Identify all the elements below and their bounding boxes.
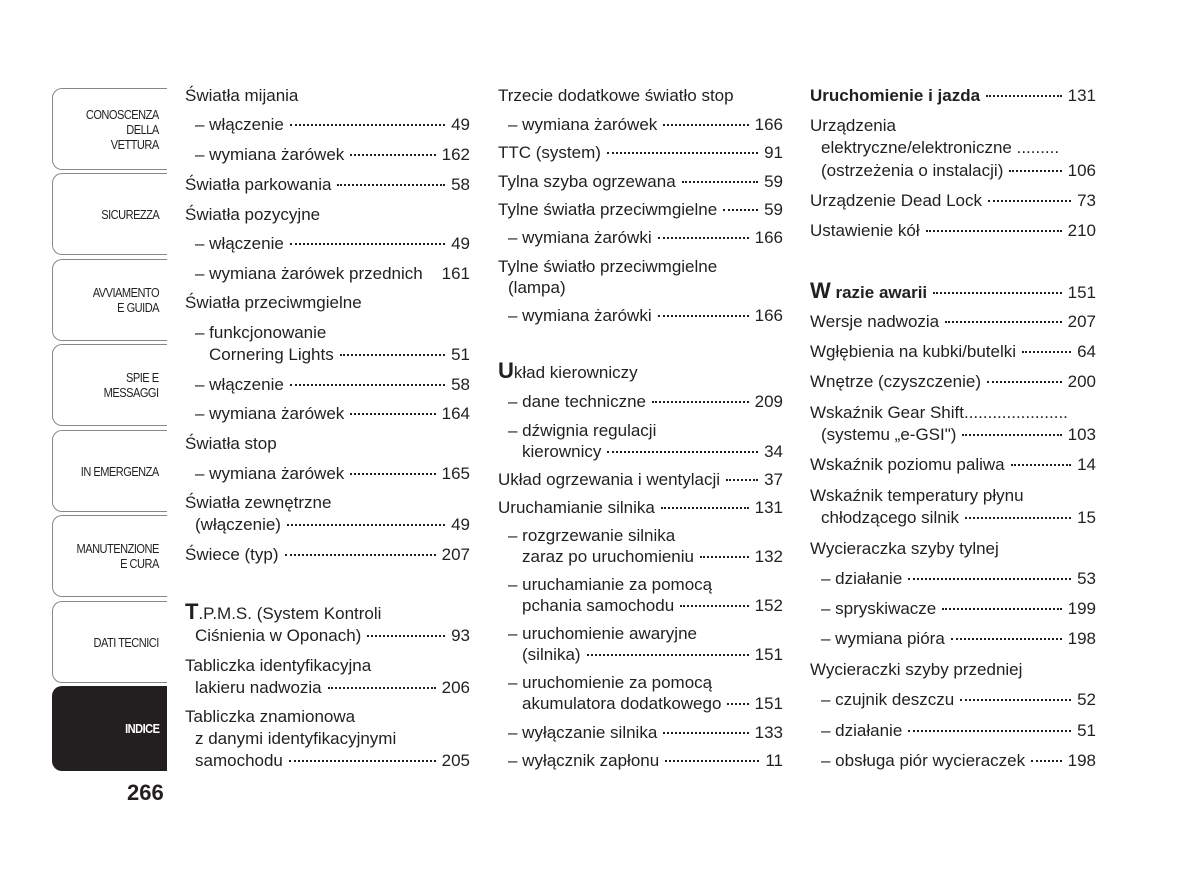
leader-dots	[986, 95, 1062, 97]
entry-label: Cornering Lights	[209, 345, 334, 364]
entry-page: 49	[451, 115, 470, 134]
leader-dots	[285, 554, 436, 556]
leader-dots	[951, 638, 1062, 640]
index-entry[interactable]	[508, 114, 783, 136]
index-entry[interactable]	[810, 454, 1096, 476]
entry-label: – dane techniczne	[508, 392, 646, 411]
entry-label: – wyłącznik zapłonu	[508, 751, 660, 770]
leader-dots	[726, 479, 758, 481]
entry-page: 106	[1067, 161, 1096, 180]
entry-label: – wymiana żarówek	[195, 404, 345, 423]
leader-dots	[1009, 170, 1061, 172]
leader-dots	[663, 124, 748, 126]
tab-indice[interactable]	[52, 686, 167, 771]
leader-dots	[350, 154, 435, 156]
entry-page: 73	[1077, 191, 1096, 210]
tab-label: IN EMERGENZA	[80, 463, 159, 479]
index-entry[interactable]	[821, 424, 1096, 446]
entry-page: 166	[754, 228, 783, 247]
entry-label: pchania samochodu	[522, 596, 675, 615]
tab-dati-tecnici[interactable]	[52, 601, 167, 683]
index-entry[interactable]	[195, 625, 470, 647]
entry-page: 152	[754, 596, 783, 615]
index-entry: – uruchomienie awaryjne	[508, 624, 697, 643]
tab-in-emergenza[interactable]	[52, 430, 167, 512]
index-entry[interactable]	[195, 750, 470, 772]
entry-label: – wymiana żarówek przednich	[195, 264, 423, 283]
index-entry[interactable]	[498, 497, 783, 519]
entry-page: 64	[1077, 342, 1096, 361]
tab-sicurezza[interactable]	[52, 173, 167, 255]
leader-dots	[908, 578, 1071, 580]
entry-page: 49	[451, 515, 470, 534]
entry-label: – wymiana pióra	[821, 629, 945, 648]
tab-label: AVVIAMENTO E GUIDA	[92, 285, 159, 315]
entry-page: 199	[1067, 599, 1096, 618]
entry-page: 131	[1067, 86, 1096, 105]
index-entry: Wskaźnik temperatury płynu	[810, 486, 1024, 505]
entry-page: 164	[441, 404, 470, 423]
entry-label: – włączenie	[195, 375, 284, 394]
leader-dots	[965, 517, 1071, 519]
entry-label: Wskaźnik poziomu paliwa	[810, 455, 1005, 474]
entry-label: W razie awarii	[810, 278, 928, 303]
leader-dots	[607, 152, 758, 154]
entry-page: 166	[754, 306, 783, 325]
entry-page: 131	[754, 498, 783, 517]
tab-label: CONOSCENZA DELLA VETTURA	[86, 106, 159, 152]
index-entry[interactable]	[821, 598, 1096, 620]
index-entry[interactable]	[821, 568, 1096, 590]
leader-dots	[658, 237, 749, 239]
index-entry[interactable]	[185, 174, 470, 196]
entry-label: – wymiana żarówek	[508, 115, 658, 134]
entry-label: – włączenie	[195, 115, 284, 134]
leader-dots	[663, 732, 748, 734]
entry-page: 207	[1067, 312, 1096, 331]
index-entry[interactable]	[498, 199, 783, 221]
entry-label: (włączenie)	[195, 515, 281, 534]
index-entry[interactable]	[810, 311, 1096, 333]
entry-label: – obsługa piór wycieraczek	[821, 751, 1026, 770]
entry-page: 58	[451, 175, 470, 194]
index-entry[interactable]	[195, 677, 470, 699]
index-entry: Tabliczka znamionowa	[185, 707, 356, 726]
entry-page: 198	[1067, 629, 1096, 648]
index-entry: Wycieraczka szyby tylnej	[810, 539, 999, 558]
index-entry[interactable]	[498, 142, 783, 164]
index-entry[interactable]	[810, 341, 1096, 363]
leader-dots	[926, 230, 1062, 232]
entry-label: – działanie	[821, 721, 903, 740]
entry-page: 162	[441, 145, 470, 164]
leader-dots	[350, 413, 435, 415]
entry-page: 206	[441, 678, 470, 697]
entry-label: Urządzenie Dead Lock	[810, 191, 982, 210]
index-entry[interactable]	[195, 144, 470, 166]
tab-label: DATI TECNICI	[93, 634, 159, 650]
entry-page: 59	[764, 200, 783, 219]
entry-label: – spryskiwacze	[821, 599, 937, 618]
index-entry[interactable]	[810, 220, 1096, 242]
leader-dots	[337, 184, 445, 186]
entry-page: 132	[754, 547, 783, 566]
entry-page: 37	[764, 470, 783, 489]
index-entry: Światła pozycyjne	[185, 205, 321, 224]
index-entry: Wskaźnik Gear Shift......................	[810, 403, 1068, 422]
section-initial: W	[810, 278, 831, 303]
entry-label: Wnętrze (czyszczenie)	[810, 372, 981, 391]
entry-label: Ciśnienia w Oponach)	[195, 626, 362, 645]
entry-label: – wymiana żarówki	[508, 306, 652, 325]
entry-label: Tylna szyba ogrzewana	[498, 172, 676, 191]
entry-page: 165	[441, 464, 470, 483]
tab-label: INDICE	[124, 721, 159, 736]
entry-label: kład kierowniczy	[513, 363, 638, 382]
index-entry[interactable]	[508, 722, 783, 744]
entry-label: Uruchamianie silnika	[498, 498, 655, 517]
index-entry[interactable]	[821, 750, 1096, 772]
entry-page: 133	[754, 723, 783, 742]
leader-dots	[682, 181, 758, 183]
entry-page: 103	[1067, 425, 1096, 444]
index-entry[interactable]	[522, 546, 783, 568]
index-entry[interactable]	[195, 463, 470, 485]
tab-label: SPIE E MESSAGGI	[104, 370, 159, 400]
entry-label: – wymiana żarówki	[508, 228, 652, 247]
index-entry: Wycieraczki szyby przedniej	[810, 660, 1023, 679]
leader-dots	[607, 451, 758, 453]
entry-page: 210	[1067, 221, 1096, 240]
entry-label: samochodu	[195, 751, 283, 770]
index-entry[interactable]	[522, 441, 783, 463]
index-entry[interactable]	[209, 344, 470, 366]
entry-label: (systemu „e-GSI")	[821, 425, 957, 444]
index-entry: – uruchomienie za pomocą	[508, 673, 713, 692]
index-entry[interactable]	[498, 171, 783, 193]
leader-dots	[290, 124, 445, 126]
entry-page: 93	[451, 626, 470, 645]
tab-manutenzione-e-cura[interactable]	[52, 515, 167, 597]
index-entry: Trzecie dodatkowe światło stop	[498, 86, 734, 105]
leader-dots	[367, 635, 445, 637]
leader-dots	[1022, 351, 1071, 353]
entry-label: Świece (typ)	[185, 545, 279, 564]
entry-page: 151	[754, 645, 783, 664]
index-entry[interactable]	[522, 693, 783, 715]
index-entry[interactable]	[195, 374, 470, 396]
index-entry: elektryczne/elektroniczne .........	[821, 138, 1060, 157]
entry-page: 58	[451, 375, 470, 394]
leader-dots	[652, 401, 749, 403]
leader-dots	[988, 200, 1071, 202]
leader-dots	[680, 605, 748, 607]
entry-label: Ustawienie kół	[810, 221, 920, 240]
index-entry[interactable]	[195, 403, 470, 425]
index-entry: Tylne światło przeciwmgielne	[498, 257, 718, 276]
leader-dots	[945, 321, 1061, 323]
entry-page: 166	[754, 115, 783, 134]
index-entry	[498, 360, 638, 384]
index-entry: Światła przeciwmgielne	[185, 293, 362, 312]
leader-dots	[287, 524, 445, 526]
index-entry: – rozgrzewanie silnika	[508, 526, 676, 545]
entry-page: 151	[1067, 283, 1096, 302]
entry-page: 151	[754, 694, 783, 713]
entry-label: Uruchomienie i jazda	[810, 86, 981, 105]
leader-dots	[727, 703, 748, 705]
index-entry[interactable]	[195, 514, 470, 536]
leader-dots	[665, 760, 759, 762]
leader-dots	[350, 473, 435, 475]
entry-label: Wersje nadwozia	[810, 312, 940, 331]
entry-label: zaraz po uruchomieniu	[522, 547, 694, 566]
entry-label: – włączenie	[195, 234, 284, 253]
entry-page: 53	[1077, 569, 1096, 588]
index-entry	[185, 601, 381, 625]
entry-page: 207	[441, 545, 470, 564]
entry-page: 49	[451, 234, 470, 253]
entry-label: TTC (system)	[498, 143, 601, 162]
entry-label: chłodzącego silnik	[821, 508, 959, 527]
index-entry: – funkcjonowanie	[195, 323, 327, 342]
page-number: 266	[127, 780, 164, 805]
entry-label: – wyłączanie silnika	[508, 723, 658, 742]
leader-dots	[962, 434, 1061, 436]
index-entry: – dźwignia regulacji	[508, 421, 657, 440]
leader-dots	[723, 209, 758, 211]
index-entry[interactable]	[810, 85, 1096, 107]
entry-page: 59	[764, 172, 783, 191]
index-entry[interactable]	[508, 305, 783, 327]
index-entry: Światła zewnętrzne	[185, 493, 332, 512]
leader-dots	[700, 556, 749, 558]
leader-dots	[942, 608, 1061, 610]
entry-page: 209	[754, 392, 783, 411]
leader-dots	[290, 384, 445, 386]
index-entry: (lampa)	[508, 278, 566, 297]
index-entry[interactable]	[810, 190, 1096, 212]
index-entry: – uruchamianie za pomocą	[508, 575, 713, 594]
entry-label: Układ ogrzewania i wentylacji	[498, 470, 721, 489]
index-entry[interactable]	[810, 280, 1096, 304]
leader-dots	[340, 354, 445, 356]
index-entry[interactable]	[821, 689, 1096, 711]
leader-dots	[1031, 760, 1062, 762]
index-entry[interactable]	[195, 263, 470, 285]
leader-dots	[658, 315, 749, 317]
entry-page: 198	[1067, 751, 1096, 770]
entry-label: Wgłębienia na kubki/butelki	[810, 342, 1017, 361]
entry-page: 205	[441, 751, 470, 770]
leader-dots	[328, 687, 436, 689]
entry-page: 15	[1077, 508, 1096, 527]
index-entry[interactable]	[508, 750, 783, 772]
entry-page: 200	[1067, 372, 1096, 391]
index-entry: z danymi identyfikacyjnymi	[195, 729, 397, 748]
index-entry[interactable]	[821, 720, 1096, 742]
entry-label: (ostrzeżenia o instalacji)	[821, 161, 1004, 180]
entry-page: 34	[764, 442, 783, 461]
entry-label: – czujnik deszczu	[821, 690, 955, 709]
index-entry[interactable]	[498, 469, 783, 491]
index-entry[interactable]	[821, 507, 1096, 529]
section-initial: T	[185, 599, 199, 624]
entry-page: 51	[451, 345, 470, 364]
index-entry: Światła stop	[185, 434, 277, 453]
leader-dots	[933, 292, 1061, 294]
index-entry[interactable]	[522, 595, 783, 617]
index-entry[interactable]	[508, 391, 783, 413]
entry-page: 14	[1077, 455, 1096, 474]
index-entry[interactable]	[522, 644, 783, 666]
entry-label: kierownicy	[522, 442, 602, 461]
leader-dots	[289, 760, 436, 762]
entry-label: (silnika)	[522, 645, 581, 664]
entry-label: lakieru nadwozia	[195, 678, 322, 697]
entry-label: Tylne światła przeciwmgielne	[498, 200, 718, 219]
index-entry[interactable]	[508, 227, 783, 249]
entry-label: Światła parkowania	[185, 175, 332, 194]
entry-page: 11	[765, 751, 783, 770]
tab-spie-e-messaggi[interactable]	[52, 344, 167, 426]
leader-dots	[587, 654, 749, 656]
entry-label: – działanie	[821, 569, 903, 588]
tab-conoscenza-della-vettura[interactable]	[52, 88, 167, 170]
leader-dots	[290, 243, 445, 245]
index-entry[interactable]	[821, 628, 1096, 650]
leader-dots	[987, 381, 1062, 383]
index-entry[interactable]	[185, 544, 470, 566]
entry-page: 51	[1077, 721, 1096, 740]
section-initial: U	[498, 358, 514, 383]
tab-label: SICUREZZA	[100, 206, 159, 222]
index-entry: Urządzenia	[810, 116, 896, 135]
index-entry[interactable]	[195, 114, 470, 136]
entry-page: 52	[1077, 690, 1096, 709]
leader-dots	[960, 699, 1071, 701]
entry-label: – wymiana żarówek	[195, 145, 345, 164]
leader-dots	[661, 507, 749, 509]
entry-label: akumulatora dodatkowego	[522, 694, 722, 713]
index-entry: Tabliczka identyfikacyjna	[185, 656, 372, 675]
entry-label: – wymiana żarówek	[195, 464, 345, 483]
tab-avviamento-e-guida[interactable]	[52, 259, 167, 341]
leader-dots	[1011, 464, 1071, 466]
leader-dots	[908, 730, 1071, 732]
tab-label: MANUTENZIONE E CURA	[76, 541, 159, 571]
chapter-tabs	[52, 88, 167, 771]
entry-label: .P.M.S. (System Kontroli	[198, 604, 382, 623]
index-entry: Światła mijania	[185, 86, 299, 105]
index-entry[interactable]	[195, 233, 470, 255]
entry-page: 91	[764, 143, 783, 162]
index-entry[interactable]	[821, 160, 1096, 182]
index-entry[interactable]	[810, 371, 1096, 393]
entry-page: 161	[441, 264, 470, 283]
